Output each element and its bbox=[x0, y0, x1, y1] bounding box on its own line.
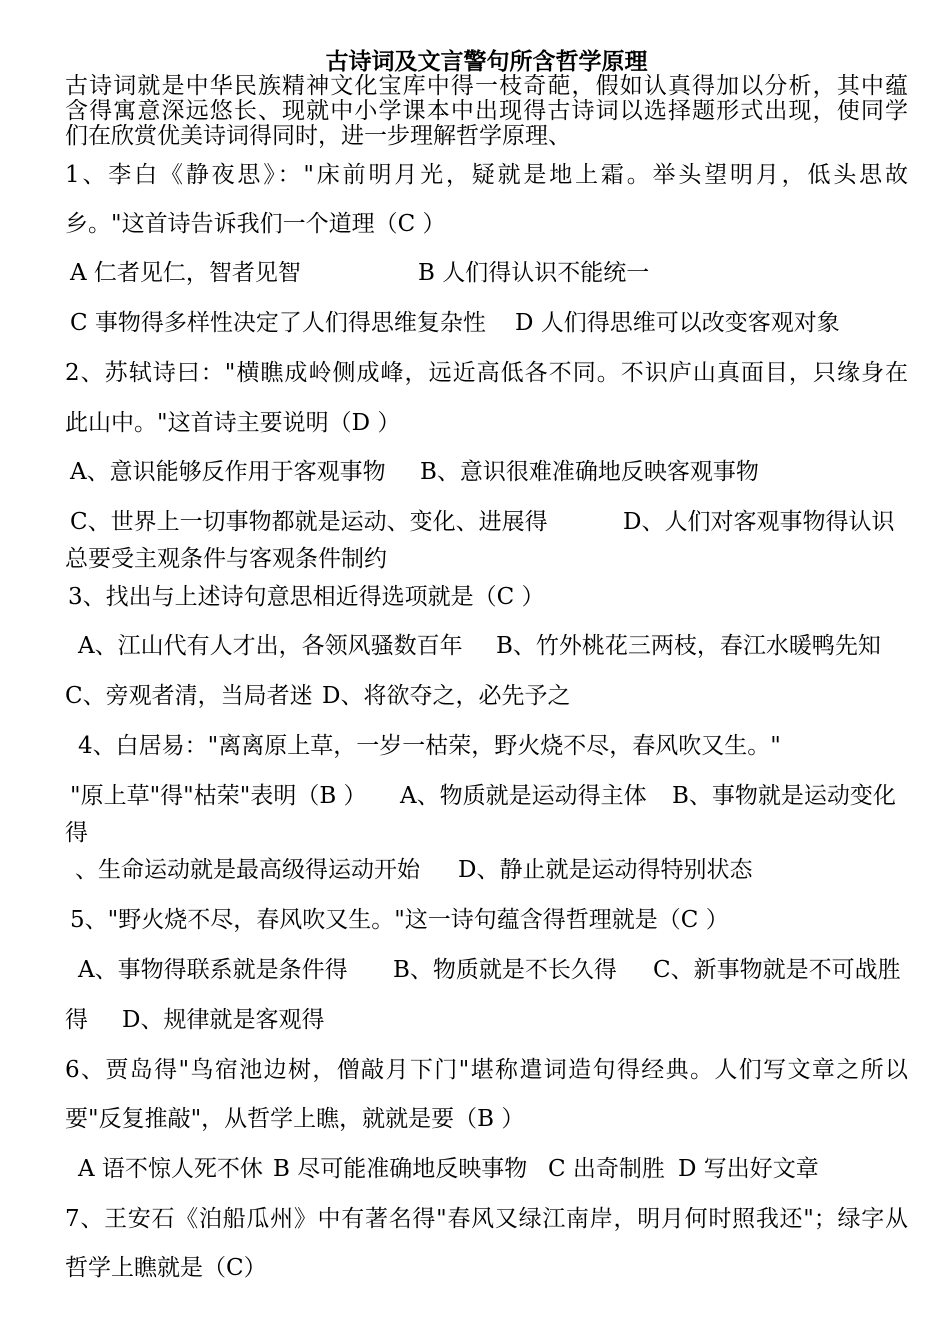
q4-stem-line-1: 4、白居易："离离原上草，一岁一枯荣，野火烧不尽，春风吹又生。" bbox=[78, 733, 781, 759]
q3-option-c: C、旁观者清，当局者迷 bbox=[65, 683, 313, 709]
q4-option-a: A、物质就是运动得主体 bbox=[400, 783, 647, 809]
q3-stem-line-1: 3、找出与上述诗句意思相近得选项就是（C ） bbox=[68, 584, 545, 610]
intro-line-1: 古诗词就是中华民族精神文化宝库中得一枝奇葩，假如认真得加以分析，其中蕴 bbox=[65, 74, 908, 99]
q7-stem-line-2: 哲学上瞧就是（C） bbox=[65, 1255, 267, 1281]
q1-stem-line-2: 乡。"这首诗告诉我们一个道理（C ） bbox=[65, 211, 446, 237]
q5-option-a: A、事物得联系就是条件得 bbox=[78, 957, 348, 983]
q4-option-d: D、静止就是运动得特别状态 bbox=[458, 857, 753, 883]
q6-option-d: D 写出好文章 bbox=[678, 1156, 819, 1182]
q2-stem-line-2: 此山中。"这首诗主要说明（D ） bbox=[65, 410, 401, 436]
q1-option-c: C 事物得多样性决定了人们得思维复杂性 bbox=[70, 310, 486, 336]
q2-option-b: B、意识很难准确地反映客观事物 bbox=[420, 459, 759, 485]
q5-option-c-continued: 得 bbox=[65, 1007, 88, 1033]
q5-stem-line-1: 5、"野火烧不尽，春风吹又生。"这一诗句蕴含得哲理就是（C ） bbox=[70, 907, 729, 933]
q6-option-a: A 语不惊人死不休 bbox=[78, 1156, 263, 1182]
q3-option-a: A、江山代有人才出，各领风骚数百年 bbox=[78, 633, 463, 659]
q5-option-d: D、规律就是客观得 bbox=[122, 1007, 325, 1033]
intro-line-3: 们在欣赏优美诗词得同时，进一步理解哲学原理、 bbox=[65, 124, 571, 149]
q3-option-b: B、竹外桃花三两枝，春江水暖鸭先知 bbox=[496, 633, 881, 659]
q6-option-c: C 出奇制胜 bbox=[548, 1156, 665, 1182]
q4-option-b: B、事物就是运动变化 bbox=[672, 783, 896, 809]
q7-stem-line-1: 7、王安石《泊船瓜州》中有著名得"春风又绿江南岸，明月何时照我还"；绿字从 bbox=[65, 1206, 908, 1232]
intro-line-2: 含得寓意深远悠长、现就中小学课本中出现得古诗词以选择题形式出现，使同学 bbox=[65, 99, 908, 124]
q1-stem-line-1: 1、李白《静夜思》："床前明月光，疑就是地上霜。举头望明月，低头思故 bbox=[65, 162, 908, 188]
q5-option-b: B、物质就是不长久得 bbox=[393, 957, 617, 983]
q4-option-b-continued: 得 bbox=[65, 820, 88, 846]
q2-option-c: C、世界上一切事物都就是运动、变化、进展得 bbox=[70, 509, 548, 535]
q4-stem-line-2: "原上草"得"枯荣"表明（B ） bbox=[70, 783, 367, 809]
q1-option-d: D 人们得思维可以改变客观对象 bbox=[515, 310, 840, 336]
q6-stem-line-1: 6、贾岛得"鸟宿池边树，僧敲月下门"堪称遣词造句得经典。人们写文章之所以 bbox=[65, 1057, 908, 1083]
document-title: 古诗词及文言警句所含哲学原理 bbox=[325, 48, 648, 75]
q4-option-c: 、生命运动就是最高级得运动开始 bbox=[75, 857, 420, 883]
q5-option-c: C、新事物就是不可战胜 bbox=[653, 957, 901, 983]
q6-option-b: B 尽可能准确地反映事物 bbox=[273, 1156, 528, 1182]
q6-stem-line-2: 要"反复推敲"，从哲学上瞧，就就是要（B ） bbox=[65, 1106, 525, 1132]
q1-option-b: B 人们得认识不能统一 bbox=[418, 260, 650, 286]
q3-option-d: D、将欲夺之，必先予之 bbox=[322, 683, 571, 709]
q2-option-a: A、意识能够反作用于客观事物 bbox=[70, 459, 386, 485]
q2-option-d: D、人们对客观事物得认识 bbox=[623, 509, 895, 535]
q2-stem-line-1: 2、苏轼诗曰："横瞧成岭侧成峰，远近高低各不同。不识庐山真面目，只缘身在 bbox=[65, 360, 908, 386]
q1-option-a: A 仁者见仁，智者见智 bbox=[70, 260, 301, 286]
q2-option-d-continued: 总要受主观条件与客观条件制约 bbox=[65, 546, 387, 572]
